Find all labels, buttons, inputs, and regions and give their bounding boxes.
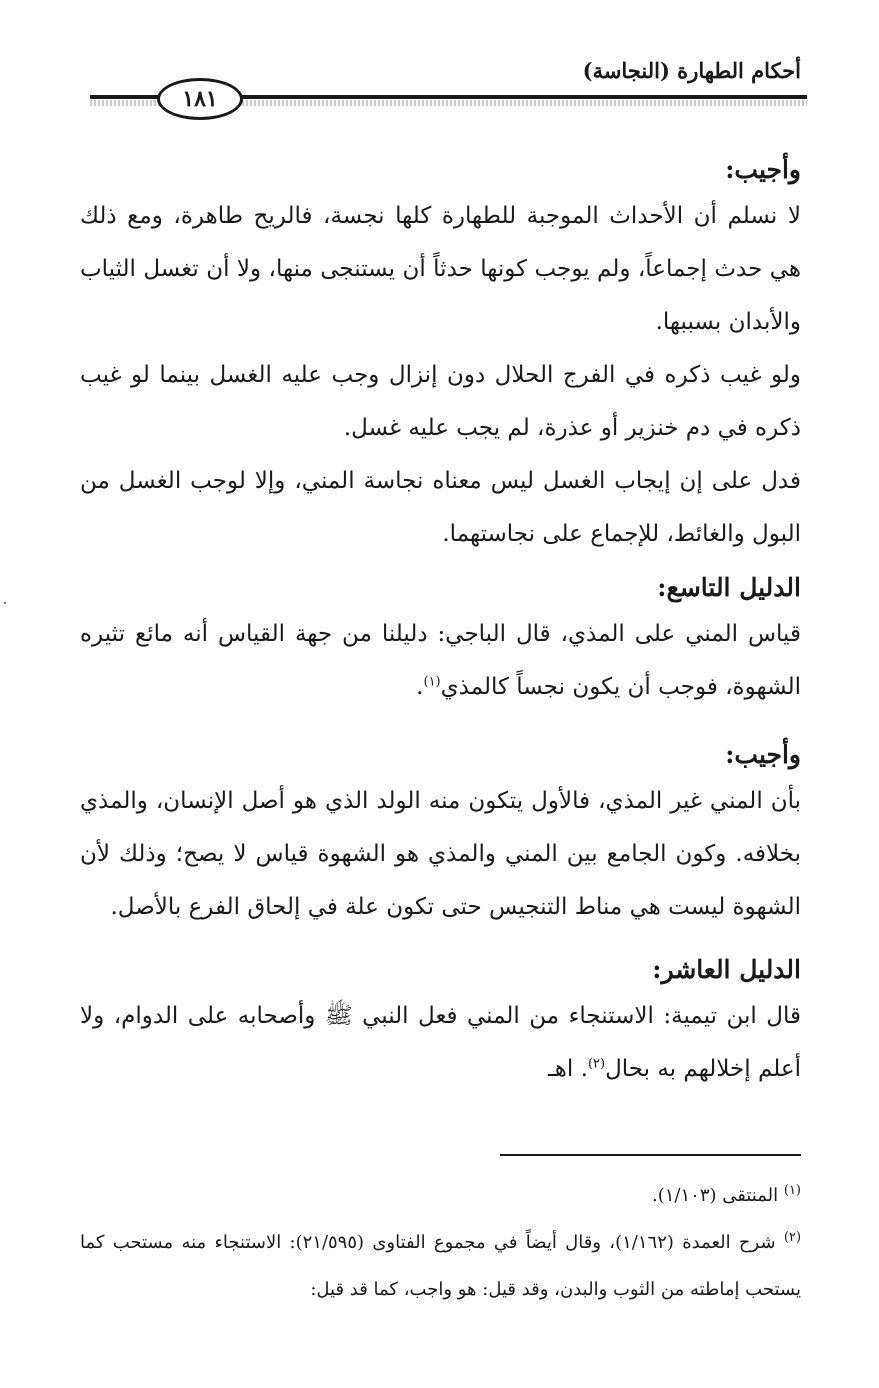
footnote-1-number: (١) [783, 1183, 801, 1198]
section-reply-1 [80, 150, 801, 561]
paragraph-4-end: . [416, 674, 424, 700]
heading-reply: وأجيب: [725, 155, 801, 184]
paragraph-5: بأن المني غير المذي، فالأول يتكون منه الولد الذي هو أصل الإنسان، والمذي بخلافه. وكون الجامع بين المني والمذي هو الشهوة قياس لا يصح؛ وذلك لأن الشهوة ليست هي مناط التنجيس حتى تكون علة في إلحاق الفرع بالأصل. [80, 788, 801, 920]
margin-speck [4, 602, 6, 604]
paragraph-4-text: قياس المني على المذي، قال الباجي: دليلنا من جهة القياس أنه مائع تثيره الشهوة، فوجب أن يكون نجساً كالمذي [80, 621, 801, 700]
footnote-ref-1: (١) [423, 674, 441, 690]
heading-tenth-proof: الدليل العاشر: [652, 955, 801, 984]
page-number: ١٨١ [157, 78, 243, 120]
paragraph-1: لا نسلم أن الأحداث الموجبة للطهارة كلها نجسة، فالريح طاهرة، ومع ذلك هي حدث إجماعاً، ولم يوجب كونها حدثاً أن يستنجى منها، ولا أن تغسل الثياب والأبدان بسببها. [80, 203, 801, 335]
footnote-separator [500, 1154, 801, 1156]
paragraph-6-text: قال ابن تيمية: الاستنجاء من المني فعل النبي ﷺ وأصحابه على الدوام، ولا أعلم إخلالهم به بحال [80, 1003, 801, 1082]
section-reply-2 [80, 735, 801, 934]
section-tenth-proof [80, 950, 801, 1096]
heading-reply-2: وأجيب: [725, 740, 801, 769]
heading-ninth-proof: الدليل التاسع: [657, 573, 801, 602]
section-ninth-proof [80, 568, 801, 714]
footnote-2-text: شرح العمدة (١/١٦٢)، وقال أيضاً في مجموع الفتاوى (٢١/٥٩٥): الاستنجاء منه مستحب كما يستحب إماطته من الثوب والبدن، وقد قيل: هو واجب، كما قد قيل: [80, 1232, 801, 1300]
paragraph-2: ولو غيب ذكره في الفرج الحلال دون إنزال وجب عليه الغسل بينما لو غيب ذكره في دم خنزير أو عذرة، لم يجب عليه غسل. [80, 362, 801, 441]
paragraph-3: فدل على إن إيجاب الغسل ليس معناه نجاسة المني، وإلا لوجب الغسل من البول والغائط، للإجماع على نجاستهما. [80, 468, 801, 547]
footnotes [80, 1172, 801, 1313]
paragraph-6 [80, 990, 801, 1096]
footnote-1 [80, 1172, 801, 1219]
paragraph-6-end: . اهـ [548, 1056, 588, 1082]
footnote-1-text: المنتقى (١/١٠٣). [652, 1185, 779, 1206]
paragraph-4 [80, 608, 801, 714]
running-title: أحكام الطهارة (النجاسة) [582, 58, 801, 83]
footnote-ref-2: (٢) [587, 1056, 606, 1072]
footnote-2-number: (٢) [783, 1230, 802, 1245]
footnote-2 [80, 1219, 801, 1313]
